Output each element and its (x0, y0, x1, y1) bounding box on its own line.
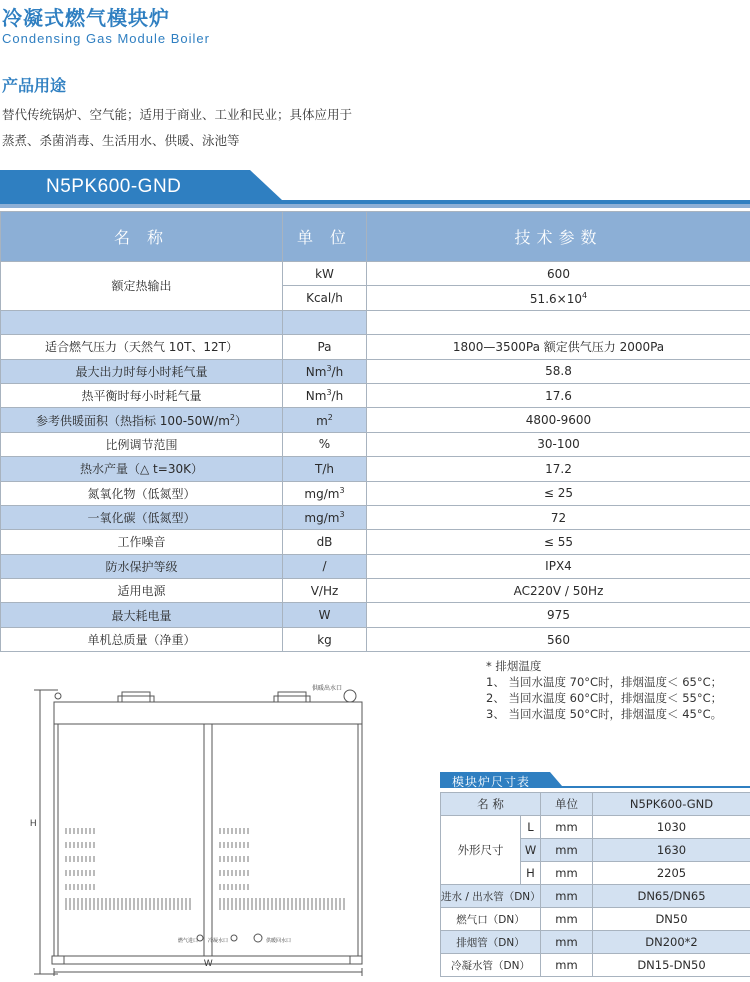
blank-cell (283, 310, 367, 334)
vent-slots-left (66, 828, 190, 910)
table-row (1, 359, 750, 383)
row-name: 工作噪音 (1, 530, 283, 554)
pipe-value: DN15-DN50 (593, 954, 750, 977)
unit-exp: 3 (326, 388, 332, 398)
row-name: 氮氧化物（低氮型） (1, 481, 283, 505)
pipe-name: 进水 / 出水管（DN） (441, 885, 541, 908)
label-condensate: 冷凝水口 (208, 938, 229, 944)
row-value: 1800—3500Pa 额定供气压力 2000Pa (367, 335, 750, 359)
row-unit: T/h (283, 457, 367, 481)
dim-label-h: H (30, 818, 37, 828)
boiler-dimension-drawing (28, 682, 378, 982)
row-name: 适用电源 (1, 579, 283, 603)
row-value: 975 (367, 603, 750, 627)
row-unit (283, 359, 367, 383)
table-row (441, 954, 750, 977)
row-unit: Pa (283, 335, 367, 359)
row-value: 4800-9600 (367, 408, 750, 432)
table-row (1, 627, 750, 651)
rated-heat-name: 额定热输出 (1, 262, 283, 311)
row-unit (283, 505, 367, 529)
label-return: 供暖回水口 (266, 938, 292, 944)
dim-unit: mm (541, 862, 593, 885)
pipe-value: DN65/DN65 (593, 885, 750, 908)
pipe-unit: mm (541, 931, 593, 954)
usage-heading: 产品用途 (2, 76, 67, 95)
unit-tail: /h (331, 389, 344, 404)
row-value: 72 (367, 505, 750, 529)
unit-exp: 3 (339, 510, 345, 520)
usage-line-2: 蒸煮、杀菌消毒、生活用水、供暖、泳池等 (2, 133, 240, 148)
table-row (1, 383, 750, 407)
label-flue-outlet: 供暖出水口 (312, 685, 343, 692)
page-title: 冷凝式燃气模块炉 (2, 6, 170, 30)
unit-exp: 3 (326, 363, 332, 373)
table-row (441, 931, 750, 954)
row-name: 最大出力时每小时耗气量 (1, 359, 283, 383)
row-name: 单机总质量（净重） (1, 627, 283, 651)
row-unit: V/Hz (283, 579, 367, 603)
header-params: 技术参数 (367, 212, 750, 262)
row-name: 热平衡时每小时耗气量 (1, 383, 283, 407)
notes-heading: * 排烟温度 (486, 659, 542, 673)
pipe-value: DN50 (593, 908, 750, 931)
page-subtitle: Condensing Gas Module Boiler (2, 31, 210, 46)
name-tail: ） (235, 413, 248, 428)
table-row (1, 335, 750, 359)
dim-letter: W (521, 839, 541, 862)
row-unit: % (283, 432, 367, 456)
unit-exp: 2 (327, 412, 333, 422)
unit-base: mg/m (304, 511, 340, 526)
table-row (1, 457, 750, 481)
row-name: 热水产量（△ t=30K） (1, 457, 283, 481)
table-row (1, 579, 750, 603)
table-row (1, 505, 750, 529)
row-value: 30-100 (367, 432, 750, 456)
header-name: 名 称 (1, 212, 283, 262)
rated-heat-value-kw: 600 (367, 262, 750, 286)
pipe-name: 冷凝水管（DN） (441, 954, 541, 977)
pipe-name: 排烟管（DN） (441, 931, 541, 954)
row-name: 最大耗电量 (1, 603, 283, 627)
dim-value: 1030 (593, 816, 750, 839)
row-name: 一氧化碳（低氮型） (1, 505, 283, 529)
size-header-model: N5PK600-GND (593, 793, 750, 816)
table-row (1, 408, 750, 432)
dim-value: 1630 (593, 839, 750, 862)
pipe-unit: mm (541, 885, 593, 908)
row-unit (283, 408, 367, 432)
row-value: AC220V / 50Hz (367, 579, 750, 603)
pipe-unit: mm (541, 908, 593, 931)
size-table-header (441, 793, 750, 816)
vent-slots-right (220, 828, 344, 910)
row-value: 17.6 (367, 383, 750, 407)
row-unit: dB (283, 530, 367, 554)
table-row (1, 603, 750, 627)
unit-base: Nm (305, 389, 327, 404)
blank-cell (367, 310, 750, 334)
table-row (1, 262, 750, 286)
row-name: 防水保护等级 (1, 554, 283, 578)
name-exp: 2 (229, 412, 235, 422)
header-unit: 单 位 (283, 212, 367, 262)
dim-unit: mm (541, 839, 593, 862)
row-value: 17.2 (367, 457, 750, 481)
unit-base: Nm (305, 364, 327, 379)
rated-heat-value-kcal (367, 286, 750, 310)
note-item: 1、 当回水温度 70°C时，排烟温度＜ 65°C； (486, 675, 723, 689)
dim-unit: mm (541, 816, 593, 839)
table-row (441, 908, 750, 931)
exhaust-temperature-notes (486, 658, 722, 722)
table-row (1, 530, 750, 554)
dim-letter: L (521, 816, 541, 839)
row-value: 58.8 (367, 359, 750, 383)
pipe-unit: mm (541, 954, 593, 977)
row-unit: kg (283, 627, 367, 651)
rated-heat-unit-kw: kW (283, 262, 367, 286)
rated-heat-unit-kcal: Kcal/h (283, 286, 367, 310)
size-header-unit: 单位 (541, 793, 593, 816)
size-table (440, 792, 750, 977)
row-value: ≤ 55 (367, 530, 750, 554)
row-unit: W (283, 603, 367, 627)
pipe-value: DN200*2 (593, 931, 750, 954)
row-unit (283, 383, 367, 407)
spec-table (0, 211, 750, 652)
table-row (441, 885, 750, 908)
label-gas-inlet: 燃气进口 (178, 938, 199, 944)
row-name (1, 408, 283, 432)
table-row (1, 554, 750, 578)
note-item: 3、 当回水温度 50°C时，排烟温度＜ 45°C。 (486, 707, 723, 721)
row-value: 560 (367, 627, 750, 651)
pipe-name: 燃气口（DN） (441, 908, 541, 931)
unit-tail: /h (331, 364, 344, 379)
row-value: ≤ 25 (367, 481, 750, 505)
unit-base: mg/m (304, 486, 340, 501)
table-row (441, 816, 750, 839)
size-header-name: 名 称 (441, 793, 541, 816)
dim-label-w: W (204, 958, 213, 968)
row-value: IPX4 (367, 554, 750, 578)
table-row (1, 432, 750, 456)
kcal-base: 51.6×10 (529, 291, 582, 306)
unit-exp: 3 (339, 485, 345, 495)
usage-description (2, 102, 422, 154)
usage-line-1: 替代传统锅炉、空气能；适用于商业、工业和民业；具体应用于 (2, 107, 353, 122)
row-name: 比例调节范围 (1, 432, 283, 456)
model-name: N5PK600-GND (46, 176, 182, 197)
dim-value: 2205 (593, 862, 750, 885)
unit-base: m (316, 413, 328, 428)
outer-size-name: 外形尺寸 (441, 816, 521, 885)
table-row-blank (1, 310, 750, 334)
row-unit: / (283, 554, 367, 578)
row-name: 适合燃气压力（天然气 10T、12T） (1, 335, 283, 359)
name-base: 参考供暖面积（热指标 100-50W/m (35, 413, 230, 428)
dim-letter: H (521, 862, 541, 885)
note-item: 2、 当回水温度 60°C时，排烟温度＜ 55°C； (486, 691, 723, 705)
table-row (1, 481, 750, 505)
kcal-exp: 4 (581, 290, 588, 300)
size-table-title: 模块炉尺寸表 (452, 775, 531, 789)
blank-cell (1, 310, 283, 334)
row-unit (283, 481, 367, 505)
